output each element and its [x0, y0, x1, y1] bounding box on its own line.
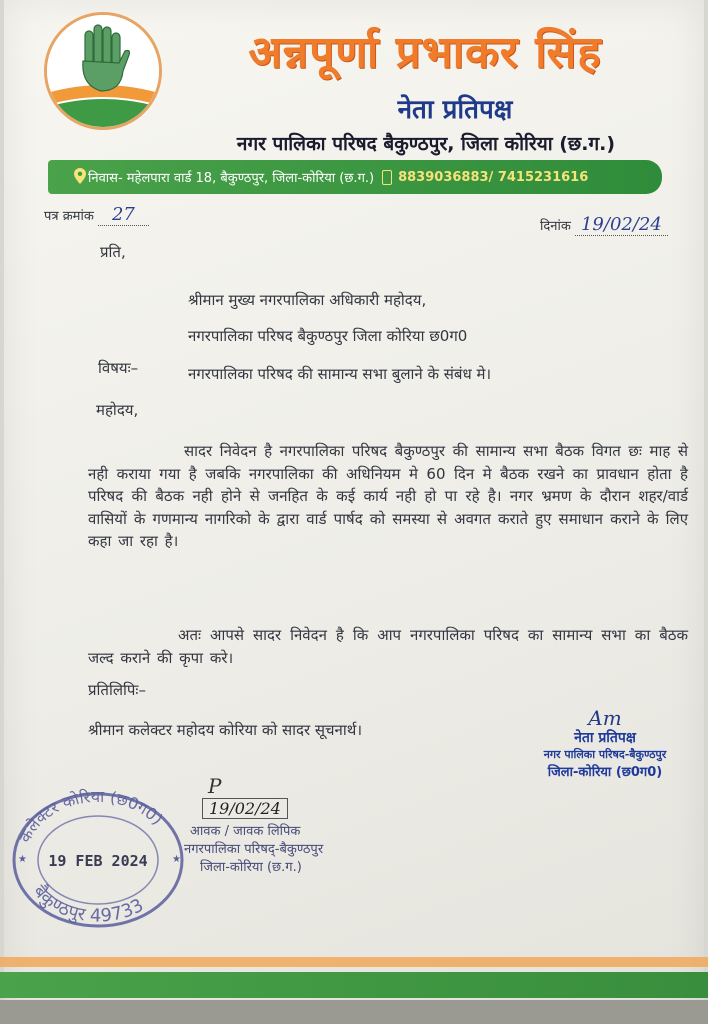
- stamp-star-icon: ★: [172, 854, 181, 865]
- recipient-line-1: श्रीमान मुख्य नगरपालिका अधिकारी महोदय,: [188, 291, 427, 309]
- cc-line: श्रीमान कलेक्टर महोदय कोरिया को सादर सूचनार्थ।: [88, 721, 363, 739]
- party-hand-logo: [44, 12, 162, 130]
- council-name: नगर पालिका परिषद बैकुण्ठपुर, जिला कोरिया (छ.ग.): [236, 133, 616, 155]
- location-pin-icon: [74, 168, 86, 184]
- leader-post: नेता प्रतिपक्ष: [397, 95, 513, 125]
- letter-date: [540, 214, 668, 235]
- signature-district: जिला-कोरिया (छ0ग0): [547, 765, 663, 780]
- date-value: 19/02/24: [575, 214, 668, 236]
- body-paragraph-2: अतः आपसे सादर निवेदन है कि आप नगरपालिका परिषद का सामान्य सभा का बैठक जल्द कराने की कृपा करे।: [88, 626, 688, 667]
- stamp-top-text: कलेक्टर कोरिया (छ0ग0): [15, 786, 167, 846]
- clerk-line-3: जिला-कोरिया (छ.ग.): [200, 860, 302, 875]
- recipient-line-2: नगरपालिका परिषद बैकुण्ठपुर जिला कोरिया छ0ग0: [188, 327, 468, 345]
- desk-surface: [0, 1000, 708, 1024]
- clerk-line-1: आवक / जावक लिपिक: [190, 824, 301, 839]
- subject-label: विषयः–: [98, 359, 139, 377]
- reference-number: [44, 204, 149, 225]
- cc-label: प्रतिलिपिः–: [88, 681, 146, 699]
- date-label: दिनांक: [540, 219, 571, 234]
- signature-title: नेता प्रतिपक्ष: [574, 730, 636, 746]
- stamp-bottom-text: बैकुण्ठपुर 49733: [28, 881, 148, 927]
- signature-scribble: Am: [588, 706, 622, 730]
- clerk-receipt: [178, 774, 348, 875]
- reference-value: 27: [98, 204, 149, 226]
- reference-label: पत्र क्रमांक: [44, 209, 94, 224]
- clerk-line-2: नगरपालिका परिषद्-बैकुण्ठपुर: [184, 842, 324, 857]
- signature-block: [530, 706, 680, 780]
- phone-icon: [382, 170, 392, 185]
- clerk-initial: P: [208, 774, 222, 798]
- address-bar: [48, 160, 662, 194]
- footer-saffron-stripe: [0, 957, 708, 967]
- salutation: महोदय,: [96, 401, 139, 419]
- residence-address: निवास- महेलपारा वार्ड 18, बैकुण्ठपुर, जिला-कोरिया (छ.ग.): [88, 171, 375, 186]
- body-paragraph-1: सादर निवेदन है नगरपालिका परिषद बैकुण्ठपुर की सामान्य सभा बैठक विगत छः माह से नही कराया गया है जबकि नगरपालिका की अधिनियम मे 60 दिन मे बैठक रखने का प्रावधान होता है परिषद की बैठक नही होने से जनहित के कई कार्य नही हो पा रहे है। नगर भ्रमण के दौरान शहर/वार्ड वासियों के गणमान्य नागरिको के द्वारा वार्ड पार्षद को समस्या से अवगत कराते हुए समाधान कराने के लिए कहा जा रहा है।: [88, 442, 688, 550]
- stamp-date: 19 FEB 2024: [48, 852, 148, 870]
- footer-green-stripe: [0, 972, 708, 998]
- phone-numbers: 8839036883/ 7415231616: [398, 169, 589, 185]
- to-label: प्रति,: [100, 243, 126, 261]
- subject-text: नगरपालिका परिषद की सामान्य सभा बुलाने के संबंध मे।: [188, 365, 492, 383]
- clerk-date: 19/02/24: [202, 798, 288, 819]
- leader-name: अन्नपूर्णा प्रभाकर सिंह: [248, 27, 602, 78]
- raised-hand-icon: [47, 15, 159, 127]
- signature-org: नगर पालिका परिषद-बैकुण्ठपुर: [543, 748, 667, 761]
- stamp-star-icon: ★: [18, 854, 27, 865]
- receipt-stamp: [4, 778, 190, 928]
